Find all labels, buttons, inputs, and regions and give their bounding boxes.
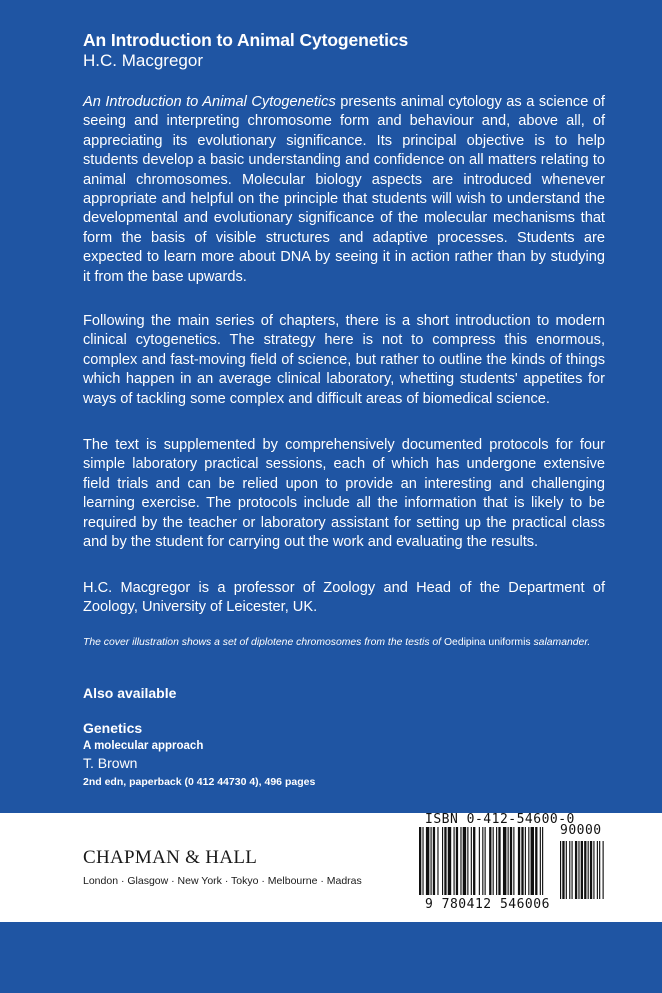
barcode-bar bbox=[535, 827, 537, 895]
blurb-paragraph-1-text: presents animal cytology as a science of seeing and interpreting chromosome form and behaviour and, above all, of appreciating its evolutionary significance. Its principal objective is to help students develop a basic understanding and confidence on all matters relating to animal chromosomes. Molecular biology aspects are introduced whenever appropriate and helpful on the principle that students will wish to understand the developmental and evolutionary significance of the molecular mechanisms that form the basis of visible structures and adaptive processes. Students are expected to learn more about DNA by seeing it in action rather than by studying it from the base upwards. bbox=[83, 94, 605, 285]
related-book-title: Genetics bbox=[83, 720, 143, 736]
addon-bar bbox=[588, 841, 589, 899]
addon-bar bbox=[578, 841, 579, 899]
publisher-cities: London · Glasgow · New York · Tokyo · Melbourne · Madras bbox=[83, 875, 362, 887]
barcode bbox=[417, 827, 613, 904]
barcode-bar bbox=[498, 827, 500, 895]
cover-illustration-caption bbox=[83, 635, 605, 650]
barcode-bar bbox=[442, 827, 443, 895]
barcode-bar bbox=[528, 827, 529, 895]
addon-bar bbox=[597, 841, 598, 899]
barcode-bar bbox=[456, 827, 458, 895]
addon-bar bbox=[569, 841, 570, 899]
barcode-bar bbox=[489, 827, 491, 895]
author-bio: H.C. Macgregor is a professor of Zoology and Head of the Department of Zoology, University of Leicester, UK. bbox=[83, 580, 605, 616]
barcode-bar bbox=[463, 827, 466, 895]
publisher-name: CHAPMAN & HALL bbox=[83, 847, 258, 868]
addon-bar bbox=[584, 841, 586, 899]
blurb-paragraph-3: The text is supplemented by comprehensively documented protocols for four simple laboratory practical sessions, each of which has undergone extensive field trials and can be relied upon to provide an interesting and challenging learning exercise. The protocols include all the information that is likely to be required by the teacher or laboratory assistant for setting up the practical class and by the student for carrying out the work and evaluating the results. bbox=[83, 437, 605, 551]
barcode-bar bbox=[479, 827, 480, 895]
blurb-title-italic: An Introduction to Animal Cytogenetics bbox=[83, 94, 336, 110]
isbn-number: ISBN 0-412-54600-0 bbox=[425, 812, 575, 827]
barcode-bar bbox=[473, 827, 475, 895]
barcode-bar bbox=[503, 827, 506, 895]
barcode-bar bbox=[422, 827, 423, 895]
addon-bar bbox=[603, 841, 604, 899]
barcode-bar bbox=[513, 827, 514, 895]
blurb-paragraph-2: Following the main series of chapters, there is a short introduction to modern clinical cytogenetics. The strategy here is not to compress this enormous, complex and fast-moving field of science, but rather to outline the kinds of things which happen in an average clinical laboratory, whetting students' appetites for ways of tackling some complex and difficult areas of biomedical science. bbox=[83, 313, 605, 407]
barcode-bar bbox=[482, 827, 483, 895]
addon-bar bbox=[572, 841, 573, 899]
blurb-paragraph-1 bbox=[83, 93, 605, 287]
addon-bar bbox=[593, 841, 594, 899]
barcode-bar bbox=[531, 827, 534, 895]
addon-bar bbox=[590, 841, 592, 899]
addon-bar bbox=[566, 841, 567, 899]
barcode-graphic bbox=[417, 827, 613, 899]
barcode-bar bbox=[525, 827, 526, 895]
related-book-details: 2nd edn, paperback (0 412 44730 4), 496 pages bbox=[83, 776, 316, 788]
barcode-bar bbox=[460, 827, 461, 895]
barcode-bar bbox=[444, 827, 446, 895]
ean-number: 9 780412 546006 bbox=[425, 897, 550, 912]
barcode-bar bbox=[485, 827, 486, 895]
addon-bar bbox=[599, 841, 600, 899]
barcode-bar bbox=[510, 827, 512, 895]
barcode-bar bbox=[448, 827, 451, 895]
caption-part-3: salamander. bbox=[530, 637, 591, 648]
addon-bar bbox=[560, 841, 561, 899]
barcode-bar bbox=[467, 827, 468, 895]
barcode-bar bbox=[431, 827, 432, 895]
barcode-bar bbox=[433, 827, 435, 895]
barcode-bar bbox=[426, 827, 429, 895]
caption-species: uniformis bbox=[485, 637, 531, 648]
addon-bar bbox=[581, 841, 583, 899]
caption-part-1: The cover illustration shows a set of diplotene chromosomes from the testis of bbox=[83, 637, 444, 648]
caption-genus: Oedipina bbox=[443, 637, 486, 648]
barcode-bar bbox=[540, 827, 541, 895]
barcode-bar bbox=[508, 827, 509, 895]
related-book-subtitle: A molecular approach bbox=[83, 740, 204, 752]
barcode-bar bbox=[493, 827, 494, 895]
barcode-bar bbox=[496, 827, 497, 895]
addon-bar bbox=[575, 841, 577, 899]
barcode-bar bbox=[542, 827, 543, 895]
barcode-bar bbox=[521, 827, 523, 895]
also-available-heading: Also available bbox=[83, 685, 177, 701]
barcode-bar bbox=[454, 827, 455, 895]
addon-bar bbox=[562, 841, 564, 899]
price-code: 90000 bbox=[560, 823, 602, 838]
barcode-bar bbox=[471, 827, 472, 895]
related-book-author: T. Brown bbox=[83, 755, 138, 771]
barcode-bar bbox=[419, 827, 421, 895]
book-title: An Introduction to Animal Cytogenetics bbox=[83, 30, 409, 50]
barcode-bar bbox=[437, 827, 438, 895]
barcode-bar bbox=[518, 827, 520, 895]
book-author: H.C. Macgregor bbox=[83, 51, 203, 70]
